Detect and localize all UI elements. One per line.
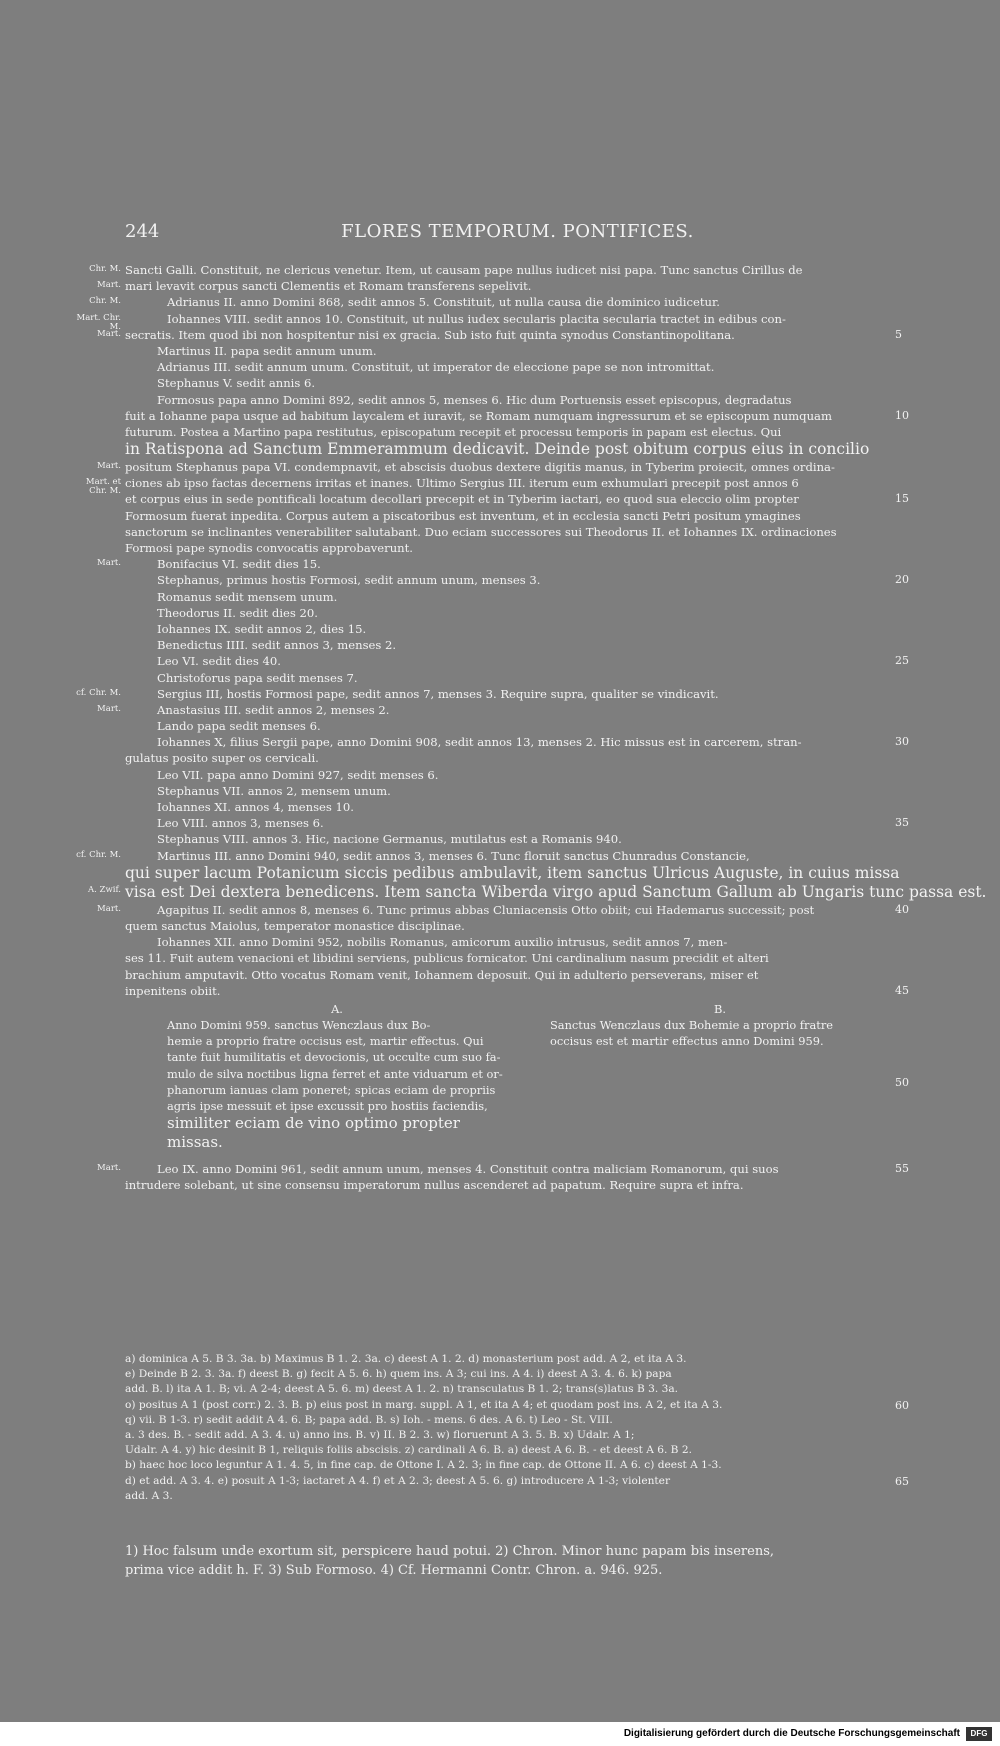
text-line <box>125 767 890 783</box>
text-line <box>125 589 890 605</box>
column-a-line: missas. <box>167 1133 223 1152</box>
apparatus-line <box>125 1367 895 1382</box>
column-a-line: similiter eciam de vino optimo propter <box>167 1114 460 1133</box>
text-line <box>125 508 890 524</box>
text-line <box>125 408 909 424</box>
column-a-line: agris ipse messuit et ipse excussit pro hostiis faciendis, <box>167 1099 488 1114</box>
line-text: ciones ab ipso factas decernens irritas et inanes. Ultimo Sergius III. iterum eum exhumulari precepit post annos 6 <box>125 476 799 491</box>
line-number: 50 <box>895 1075 909 1089</box>
margin-source: cf. Chr. M. <box>76 687 121 698</box>
line-text: Agapitus II. sedit annos 8, menses 6. Tunc primus abbas Cluniacensis Otto obiit; cui Hademarus successit; post <box>157 902 815 917</box>
apparatus-text: Udalr. A 4. y) hic desinit B 1, reliquis foliis abscisis. z) cardinali A 6. B. a) deest A 6. B. - et deest A 6. B 2. <box>125 1444 692 1457</box>
line-number: 40 <box>895 902 909 916</box>
column-b-line: Sanctus Wenczlaus dux Bohemie a proprio fratre <box>550 1018 834 1033</box>
line-text: Stephanus V. sedit annis 6. <box>157 376 316 391</box>
apparatus-text: add. B. l) ita A 1. B; vi. A 2-4; deest A 5. 6. m) deest A 1. 2. n) transculatus B 1. 2; trans(s)latus B 3. 3a. <box>125 1383 679 1396</box>
line-text: quem sanctus Maiolus, temperator monastice disciplinae. <box>125 918 465 933</box>
text-line <box>125 967 890 983</box>
text-line <box>125 359 890 375</box>
line-number: 10 <box>895 408 909 422</box>
margin-source: Mart. <box>97 1162 121 1173</box>
text-line <box>97 702 890 718</box>
line-text: futurum. Postea a Martino papa restitutus, episcopatum recepit et processu temporis in papam est electus. Qui <box>125 424 782 439</box>
line-text: Sancti Galli. Constituit, ne clericus venetur. Item, ut causam pape nullus iudicet nisi papa. Tunc sanctus Cirillus de <box>125 263 803 277</box>
line-text: Leo VI. sedit dies 40. <box>157 654 281 669</box>
line-number: 25 <box>895 654 909 668</box>
text-line <box>125 918 890 934</box>
text-line <box>97 327 902 343</box>
text-line <box>97 278 890 294</box>
line-text: Benedictus IIII. sedit annos 3, menses 2. <box>157 638 397 653</box>
apparatus-line <box>125 1458 895 1473</box>
apparatus-line <box>125 1382 895 1397</box>
apparatus-line <box>125 1489 895 1504</box>
column-a-line: mulo de silva noctibus ligna ferret et ante viduarum et or- <box>167 1066 503 1081</box>
line-text: Adrianus III. sedit annum unum. Constituit, ut imperator de eleccione pape se non intromittat. <box>157 360 715 375</box>
line-text: Stephanus, primus hostis Formosi, sedit annum unum, menses 3. <box>157 573 541 588</box>
column-a-heading: A. <box>331 1001 343 1016</box>
line-text: Adrianus II. anno Domini 868, sedit annos 5. Constituit, ut nulla causa die dominico iudicetur. <box>167 295 720 310</box>
critical-apparatus <box>125 1352 909 1504</box>
line-number: 20 <box>895 573 909 587</box>
text-line <box>125 799 890 815</box>
margin-source: Mart. <box>97 280 121 291</box>
column-a-line: hemie a proprio fratre occisus est, martir effectus. Qui <box>167 1034 484 1049</box>
column-a-line: Anno Domini 959. sanctus Wenczlaus dux Bo- <box>167 1018 431 1033</box>
line-text: Theodorus II. sedit dies 20. <box>157 605 318 620</box>
text-line <box>125 424 890 440</box>
line-number: 55 <box>895 1161 909 1175</box>
dfg-banner <box>0 1722 1000 1746</box>
margin-source: Mart. <box>97 558 121 569</box>
line-text: in Ratispona ad Sanctum Emmerammum dedicavit. Deinde post obitum corpus eius in concilio <box>125 440 870 459</box>
text-line <box>76 311 890 332</box>
apparatus-text: a) dominica A 5. B 3. 3a. b) Maximus B 1. 2. 3a. c) deest A 1. 2. d) monasterium post add. A 2, et ita A 3. <box>125 1353 687 1365</box>
apparatus-line <box>125 1413 895 1428</box>
dfg-banner-text: Digitalisierung gefördert durch die Deutsche Forschungsgemeinschaft <box>623 1728 960 1739</box>
text-line <box>125 653 909 669</box>
line-text: gulatus posito super os cervicali. <box>125 751 319 766</box>
text-line <box>125 621 890 637</box>
apparatus-text: a. 3 des. B. - sedit add. A 3. 4. u) anno ins. B. v) II. B 2. 3. w) floruerunt A 3. 5. B. x) Udalr. A 1; <box>125 1429 635 1442</box>
column-a <box>167 1001 507 1152</box>
text-line <box>89 262 890 278</box>
margin-source: cf. Chr. M. <box>76 849 121 860</box>
column-b-heading: B. <box>714 1001 726 1016</box>
apparatus-text: q) vii. B 1-3. r) sedit addit A 4. 6. B; papa add. B. s) Ioh. - mens. 6 des. A 6. t) Leo - St. VIII. <box>125 1413 613 1426</box>
apparatus-line <box>125 1443 895 1458</box>
text-line <box>125 343 890 359</box>
line-text: Iohannes VIII. sedit annos 10. Constituit, ut nullus iudex secularis placita secularia tractet in edibus con- <box>167 311 786 326</box>
line-number: 35 <box>895 816 909 830</box>
line-text: Iohannes X, filius Sergii pape, anno Domini 908, sedit annos 13, menses 2. Hic missus est in carcerem, stran- <box>157 735 802 750</box>
apparatus-text: b) haec hoc loco leguntur A 1. 4. 5, in fine cap. de Ottone I. A 2. 3; in fine cap. de Ottone II. A 6. c) deest A 1-3. <box>125 1459 722 1472</box>
line-text: Leo IX. anno Domini 961, sedit annum unum, menses 4. Constituit contra maliciam Romanorum, qui suos <box>157 1161 779 1176</box>
text-line <box>125 1177 890 1193</box>
apparatus-text: d) et add. A 3. 4. e) posuit A 1-3; iactaret A 4. f) et A 2. 3; deest A 5. 6. g) introducere A 1-3; violenter <box>125 1474 671 1487</box>
column-a-line: tante fuit humilitatis et devocionis, ut occulte cum suo fa- <box>167 1050 501 1065</box>
line-text: Christoforus papa sedit menses 7. <box>157 670 358 685</box>
line-text: Lando papa sedit menses 6. <box>157 719 321 734</box>
line-text: sanctorum se inclinantes venerabiliter salutabant. Duo eciam successores sui Theodorus II. et Iohannes IX. ordinaciones <box>125 524 837 539</box>
text-line <box>125 950 890 966</box>
text-line <box>97 1161 909 1177</box>
footnote-line: 1) Hoc falsum unde exortum sit, perspicere haud potui. 2) Chron. Minor hunc papam bis inserens, <box>125 1544 775 1559</box>
footnote-line: prima vice addit h. F. 3) Sub Formoso. 4) Cf. Hermanni Contr. Chron. a. 946. 925. <box>125 1563 663 1578</box>
line-text: Anastasius III. sedit annos 2, menses 2. <box>157 702 390 717</box>
line-text: positum Stephanus papa VI. condempnavit, et abscisis duobus dextere digitis manus, in Tyberim proiecit, omnes ordina- <box>125 460 835 475</box>
line-text: Formosum fuerat inpedita. Corpus autem a piscatoribus est inventum, et in ecclesia sancti Petri positum ymagines <box>125 508 801 523</box>
text-line <box>125 863 900 883</box>
margin-source: Mart. Chr. M. <box>76 312 121 332</box>
text-line <box>125 491 909 507</box>
margin-source: Mart. <box>97 328 121 339</box>
text-line <box>125 831 890 847</box>
text-line <box>97 556 890 572</box>
apparatus-text: e) Deinde B 2. 3. 3a. f) deest B. g) fecit A 5. 6. h) quem ins. A 3; cui ins. A 4. i) deest A 3. 4. 6. k) papa <box>125 1368 672 1381</box>
line-text: visa est Dei dextera benedicens. Item sancta Wiberda virgo apud Sanctum Gallum ab Ungaris tunc passa est. <box>125 882 987 901</box>
apparatus-line <box>125 1398 909 1413</box>
line-text: Martinus II. papa sedit annum unum. <box>157 343 377 358</box>
line-text: Stephanus VIII. annos 3. Hic, nacione Germanus, mutilatus est a Romanis 940. <box>157 832 622 847</box>
text-line <box>125 734 909 750</box>
line-text: Iohannes IX. sedit annos 2, dies 15. <box>157 621 367 636</box>
line-number: 60 <box>895 1398 909 1412</box>
text-line <box>125 392 890 408</box>
dfg-logo: DFG <box>966 1727 992 1741</box>
text-line <box>89 294 890 310</box>
column-a-line: phanorum ianuas clam poneret; spicas eciam de propriis <box>167 1082 496 1097</box>
line-number: 45 <box>895 983 909 997</box>
margin-source: Mart. et Chr. M. <box>85 477 121 497</box>
running-title: FLORES TEMPORUM. PONTIFICES. <box>341 221 694 242</box>
line-text: ses 11. Fuit autem venacioni et libidini serviens, publicus fornicator. Uni cardinalium nasum precidit et alteri <box>125 951 769 966</box>
apparatus-line <box>125 1352 895 1367</box>
text-line <box>125 983 909 999</box>
text-line <box>125 375 890 391</box>
text-line <box>125 637 890 653</box>
line-text: Romanus sedit mensem unum. <box>157 589 338 604</box>
apparatus-line <box>125 1428 895 1443</box>
page-number: 244 <box>125 221 160 242</box>
text-line <box>125 670 890 686</box>
line-text: Martinus III. anno Domini 940, sedit annos 3, menses 6. Tunc floruit sanctus Chunradus Constancie, <box>157 848 750 863</box>
line-text: secratis. Item quod ibi non hospitentur nisi ex gracia. Sub isto fuit quinta synodus Constantinopolitana. <box>125 327 735 342</box>
line-number: 30 <box>895 735 909 749</box>
text-line <box>88 882 987 902</box>
line-text: Iohannes XI. annos 4, menses 10. <box>157 800 354 814</box>
margin-source: Chr. M. <box>89 296 121 307</box>
line-text: qui super lacum Potanicum siccis pedibus ambulavit, item sanctus Ulricus Auguste, in cuius missa <box>125 863 900 882</box>
text-line <box>125 934 890 950</box>
line-text: Formosus papa anno Domini 892, sedit annos 5, menses 6. Hic dum Portuensis esset episcopus, degradatus <box>157 392 792 407</box>
column-b-line: occisus est et martir effectus anno Domini 959. <box>550 1034 824 1049</box>
line-text: Leo VIII. annos 3, menses 6. <box>157 816 324 831</box>
margin-source: Mart. <box>97 461 121 472</box>
line-text: Bonifacius VI. sedit dies 15. <box>157 557 321 572</box>
margin-source: Chr. M. <box>89 264 121 274</box>
line-text: inpenitens obiit. <box>125 983 221 998</box>
text-line <box>125 605 890 621</box>
footnotes <box>125 1542 895 1580</box>
text-line <box>125 783 890 799</box>
text-line <box>125 524 890 540</box>
line-number: 15 <box>895 492 909 506</box>
text-line <box>76 686 890 702</box>
text-line <box>125 540 890 556</box>
line-text: Sergius III, hostis Formosi pape, sedit annos 7, menses 3. Require supra, qualiter se vindicavit. <box>157 686 719 701</box>
text-line <box>125 440 890 459</box>
margin-source: A. Zwif. <box>88 884 121 895</box>
column-b <box>550 1001 890 1050</box>
text-line <box>125 572 909 588</box>
text-line <box>76 848 890 864</box>
line-number: 65 <box>895 1474 909 1488</box>
line-text: brachium amputavit. Otto vocatus Romam venit, Iohannem deposuit. Qui in adulterio perseverans, miser et <box>125 967 759 982</box>
text-line <box>125 750 890 766</box>
apparatus-text: add. A 3. <box>125 1489 173 1502</box>
line-text: et corpus eius in sede pontificali locatum decollari precepit et in Tyberim iactari, eo quod sua eleccio olim propter <box>125 492 799 507</box>
line-text: Stephanus VII. annos 2, mensem unum. <box>157 783 391 798</box>
line-text: Leo VII. papa anno Domini 927, sedit menses 6. <box>157 767 439 782</box>
line-text: Iohannes XII. anno Domini 952, nobilis Romanus, amicorum auxilio intrusus, sedit annos 7, men- <box>157 935 728 950</box>
margin-source: Mart. <box>97 903 121 914</box>
apparatus-text: o) positus A 1 (post corr.) 2. 3. B. p) eius post in marg. suppl. A 1, et ita A 4; et quodam post ins. A 2, et ita A 3. <box>125 1398 723 1411</box>
main-text <box>76 262 987 1193</box>
text-line <box>125 815 909 831</box>
line-text: fuit a Iohanne papa usque ad habitum laycalem et iuravit, se Romam numquam ingressurum et se episcopum numquam <box>125 408 832 423</box>
line-text: mari levavit corpus sancti Clementis et Romam transferens sepelivit. <box>125 279 532 294</box>
line-text: Formosi pape synodis convocatis approbaverunt. <box>125 541 413 555</box>
text-line <box>97 459 890 475</box>
line-text: intrudere solebant, ut sine consensu imperatorum nullus ascenderet ad papatum. Require supra et infra. <box>125 1178 744 1193</box>
two-column-section <box>125 1001 909 1161</box>
text-line <box>125 718 890 734</box>
text-line <box>85 475 890 497</box>
margin-source: Mart. <box>97 703 121 714</box>
apparatus-line <box>125 1474 909 1489</box>
line-number: 5 <box>895 327 902 341</box>
page-header <box>125 221 910 247</box>
text-line <box>97 902 909 918</box>
